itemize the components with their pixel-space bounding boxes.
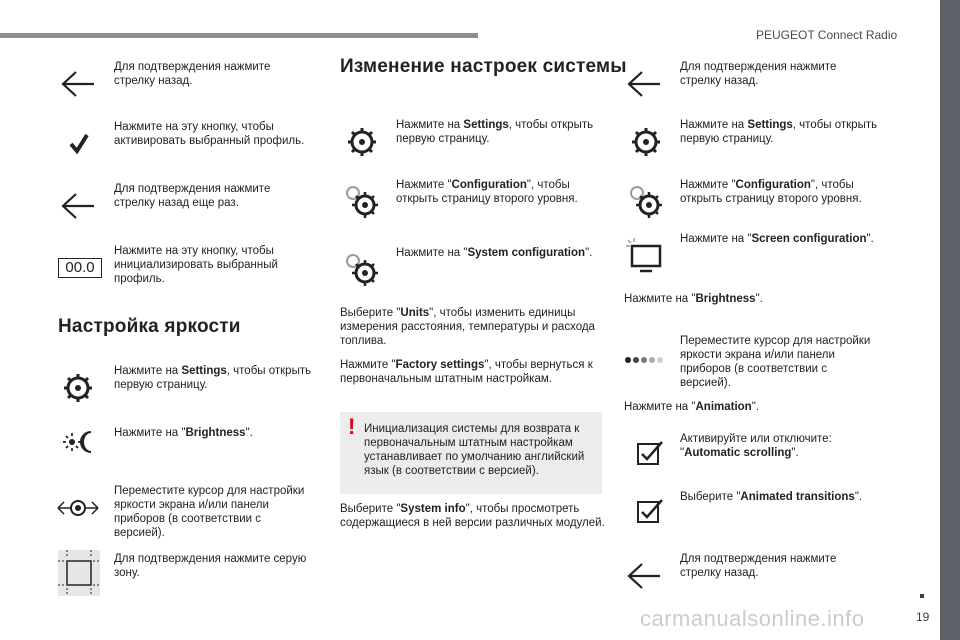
- col1-row4-text: Нажмите на эту кнопку, чтобы инициализировать выбранный профиль.: [114, 245, 278, 285]
- col3-screen-config-text: Нажмите на "Screen configuration".: [680, 233, 874, 245]
- col3-configuration-text: Нажмите "Configuration", чтобы открыть страницу второго уровня.: [680, 179, 862, 205]
- col3-animation-paragraph: Нажмите на "Animation".: [624, 401, 759, 413]
- col1-row1-text: Для подтверждения нажмите стрелку назад.: [114, 61, 271, 87]
- factory-settings-paragraph: Нажмите "Factory settings", чтобы вернуться к первоначальным штатным настройкам.: [340, 359, 593, 385]
- double-gear-icon: [340, 248, 380, 288]
- col1-settings-text: Нажмите на Settings, чтобы открыть первую страницу.: [114, 365, 312, 391]
- warning-box: [340, 412, 602, 494]
- units-paragraph: Выберите "Units", чтобы изменить единицы измерения расстояния, температуры и расхода топлива.: [340, 307, 595, 347]
- col2-configuration-text: Нажмите "Configuration", чтобы открыть страницу второго уровня.: [396, 179, 578, 205]
- system-settings-heading: Изменение настроек системы: [340, 56, 627, 77]
- brightness-heading: Настройка яркости: [58, 316, 241, 337]
- col1-row2-text: Нажмите на эту кнопку, чтобы активировать выбранный профиль.: [114, 121, 305, 147]
- col1-row3-text: Для подтверждения нажмите стрелку назад еще раз.: [114, 183, 271, 209]
- warning-icon: !: [348, 414, 356, 439]
- page-marker: [920, 594, 924, 598]
- double-gear-icon: [624, 180, 664, 220]
- profile-counter: 00.0: [58, 258, 102, 278]
- col2-settings-text: Нажмите на Settings, чтобы открыть первую страницу.: [396, 119, 594, 145]
- screen-monitor-icon: [624, 236, 664, 276]
- col3-brightness-paragraph: Нажмите на "Brightness".: [624, 293, 763, 305]
- double-gear-icon: [340, 180, 380, 220]
- page-number: 19: [916, 610, 930, 624]
- col3-row1-text: Для подтверждения нажмите стрелку назад.: [680, 61, 837, 87]
- col3-slider-text: Переместите курсор для настройки яркости экрана и/или панели приборов (в соответствии с версией).: [680, 335, 871, 389]
- slider-cursor-icon: [56, 488, 100, 528]
- col3-auto-scroll-text: Активируйте или отключите: "Automatic scrolling".: [680, 433, 832, 459]
- col3-settings-text: Нажмите на Settings, чтобы открыть первую страницу.: [680, 119, 878, 145]
- checkmark-icon: [58, 124, 98, 164]
- back-arrow-icon: [624, 556, 664, 596]
- gear-icon: [58, 368, 98, 408]
- checkbox-icon: [630, 432, 670, 472]
- watermark: carmanualsonline.info: [640, 606, 865, 631]
- warning-text: Инициализация системы для возврата к первоначальным штатным настройкам устанавливает по умолчанию английский язык (в соответствии с версией).: [364, 423, 585, 477]
- side-tab: [940, 0, 960, 640]
- header-bar: [0, 33, 478, 38]
- col1-slider-text: Переместите курсор для настройки яркости экрана и/или панели приборов (в соответствии с версией).: [114, 485, 305, 539]
- col3-last-text: Для подтверждения нажмите стрелку назад.: [680, 553, 837, 579]
- col1-grayzone-text: Для подтверждения нажмите серую зону.: [114, 553, 307, 579]
- brightness-dots-icon: [622, 340, 666, 380]
- header-title: PEUGEOT Connect Radio: [756, 28, 898, 42]
- col3-animated-transitions-text: Выберите "Animated transitions".: [680, 491, 863, 503]
- gear-icon: [626, 122, 666, 162]
- col1-brightness-text: Нажмите на "Brightness".: [114, 427, 253, 439]
- gear-icon: [342, 122, 382, 162]
- system-info-paragraph: Выберите "System info", чтобы просмотреть содержащиеся в ней версии различных модулей.: [340, 503, 605, 529]
- gray-zone-icon: [58, 550, 100, 596]
- back-arrow-icon: [624, 64, 664, 104]
- back-arrow-icon: [58, 186, 98, 226]
- brightness-icon: [58, 422, 98, 462]
- checkbox-icon: [630, 490, 670, 530]
- col2-system-config-text: Нажмите на "System configuration".: [396, 247, 593, 259]
- back-arrow-icon: [58, 64, 98, 104]
